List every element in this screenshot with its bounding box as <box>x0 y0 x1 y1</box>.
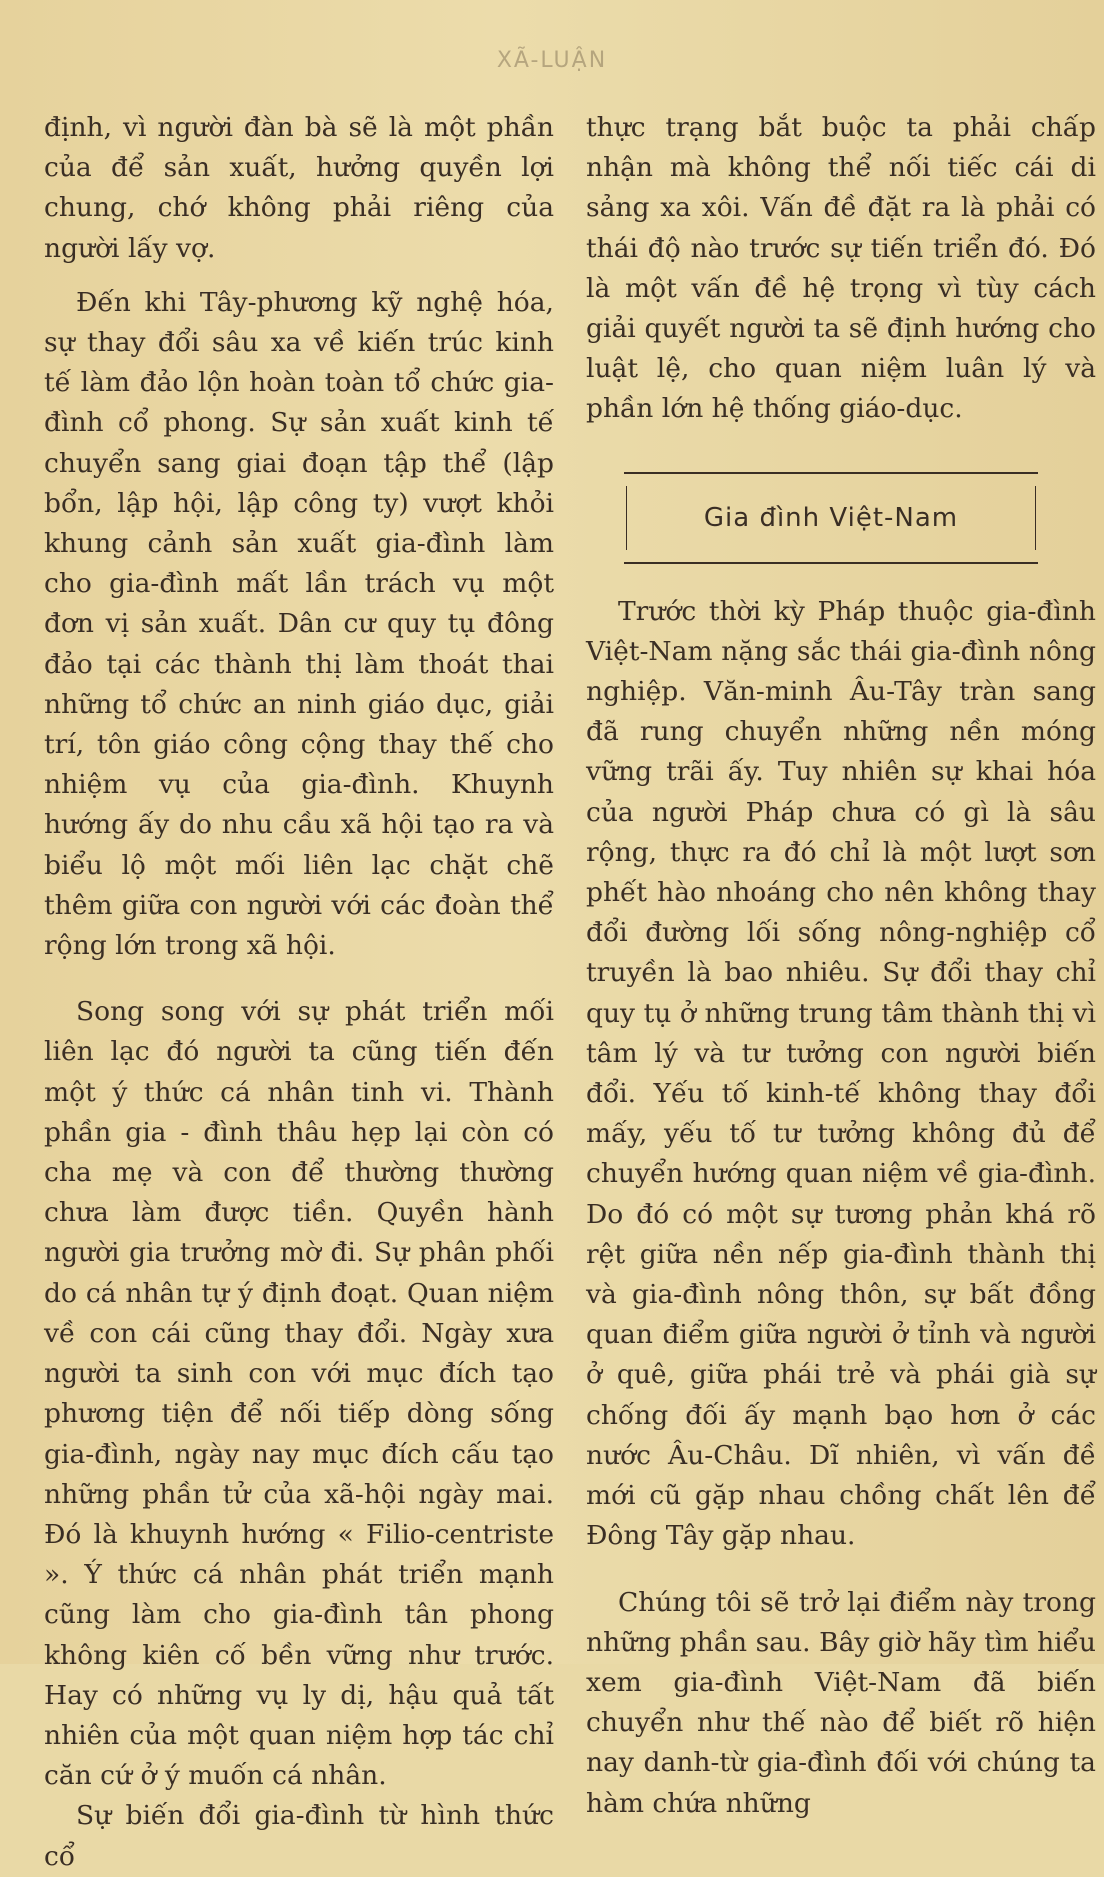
running-header: XÃ-LUẬN <box>496 48 608 73</box>
left-paragraph-4: Sự biến đổi gia-đình từ hình thức cổ <box>44 1800 554 1872</box>
heading-rule-bottom <box>624 562 1038 564</box>
left-column <box>44 108 554 1877</box>
heading-frame <box>626 486 1036 550</box>
section-heading-box <box>624 472 1038 564</box>
left-paragraph-1: định, vì người đàn bà sẽ là một phần của để sản xuất, hưởng quyền lợi chung, chớ không phải riêng của người lấy vợ. <box>44 112 554 264</box>
right-paragraph-3: Chúng tôi sẽ trở lại điểm này trong những phần sau. Bây giờ hãy tìm hiểu xem gia-đình Việt-Nam đã biến chuyển như thế nào để biết rõ hiện nay danh-từ gia-đình đối với chúng ta hàm chứa những <box>586 1586 1096 1819</box>
right-paragraph-2: Trước thời kỳ Pháp thuộc gia-đình Việt-Nam nặng sắc thái gia-đình nông nghiệp. Văn-minh Âu-Tây tràn sang đã rung chuyển những nền móng vững trãi ấy. Tuy nhiên sự khai hóa của người Pháp chưa có gì là sâu rộng, thực ra đó chỉ là một lượt sơn phết hào nhoáng cho nên không thay đổi đường lối sống nông-nghiệp cổ truyền là bao nhiêu. Sự đổi thay chỉ quy tụ ở những trung tâm thành thị vì tâm lý và tư tưởng con người biến đổi. Yếu tố kinh-tế không thay đổi mấy, yếu tố tư tưởng không đủ để chuyển hướng quan niệm về gia-đình. Do đó có một sự tương phản khá rõ rệt giữa nền nếp gia-đình thành thị và gia-đình nông thôn, sự bất đồng quan điểm giữa người ở tỉnh và người ở quê, giữa phái trẻ và phái già sự chống đối ấy mạnh bạo hơn ở các nước Âu-Châu. Dĩ nhiên, vì vấn đề mới cũ gặp nhau chồng chất lên để Đông Tây gặp nhau. <box>586 595 1096 1552</box>
left-paragraph-3: Song song với sự phát triển mối liên lạc đó người ta cũng tiến đến một ý thức cá nhân tinh vi. Thành phần gia - đình thâu hẹp lại còn có cha mẹ và con để thường thường chưa làm được tiền. Quyền hành người gia trưởng mờ đi. Sự phân phối do cá nhân tự ý định đoạt. Quan niệm về con cái cũng thay đổi. Ngày xưa người ta sinh con với mục đích tạo phương tiện để nối tiếp dòng sống gia-đình, ngày nay mục đích cấu tạo những phần tử của xã-hội ngày mai. Đó là khuynh hướng « Filio-centriste ». Ý thức cá nhân phát triển mạnh cũng làm cho gia-đình tân phong không kiên cố bền vững như trước. Hay có những vụ ly dị, hậu quả tất nhiên của một quan niệm hợp tác chỉ căn cứ ở ý muốn cá nhân. <box>44 996 554 1792</box>
right-column <box>586 108 1096 1824</box>
section-heading: Gia đình Việt-Nam <box>703 502 959 533</box>
heading-rule-top <box>624 472 1038 474</box>
right-paragraph-1: thực trạng bắt buộc ta phải chấp nhận mà không thể nối tiếc cái di sảng xa xôi. Vấn đề đặt ra là phải có thái độ nào trước sự tiến triển đó. Đó là một vấn đề hệ trọng vì tùy cách giải quyết người ta sẽ định hướng cho luật lệ, cho quan niệm luân lý và phần lớn hệ thống giáo-dục. <box>586 112 1096 425</box>
left-paragraph-2: Đến khi Tây-phương kỹ nghệ hóa, sự thay đổi sâu xa về kiến trúc kinh tế làm đảo lộn hoàn toàn tổ chức gia-đình cổ phong. Sự sản xuất kinh tế chuyển sang giai đoạn tập thể (lập bổn, lập hội, lập công ty) vượt khỏi khung cảnh sản xuất gia-đình làm cho gia-đình mất lần trách vụ một đơn vị sản xuất. Dân cư quy tụ đông đảo tại các thành thị làm thoát thai những tổ chức an ninh giáo dục, giải trí, tôn giáo công cộng thay thế cho nhiệm vụ của gia-đình. Khuynh hướng ấy do nhu cầu xã hội tạo ra và biểu lộ một mối liên lạc chặt chẽ thêm giữa con người với các đoàn thể rộng lớn trong xã hội. <box>44 286 554 962</box>
